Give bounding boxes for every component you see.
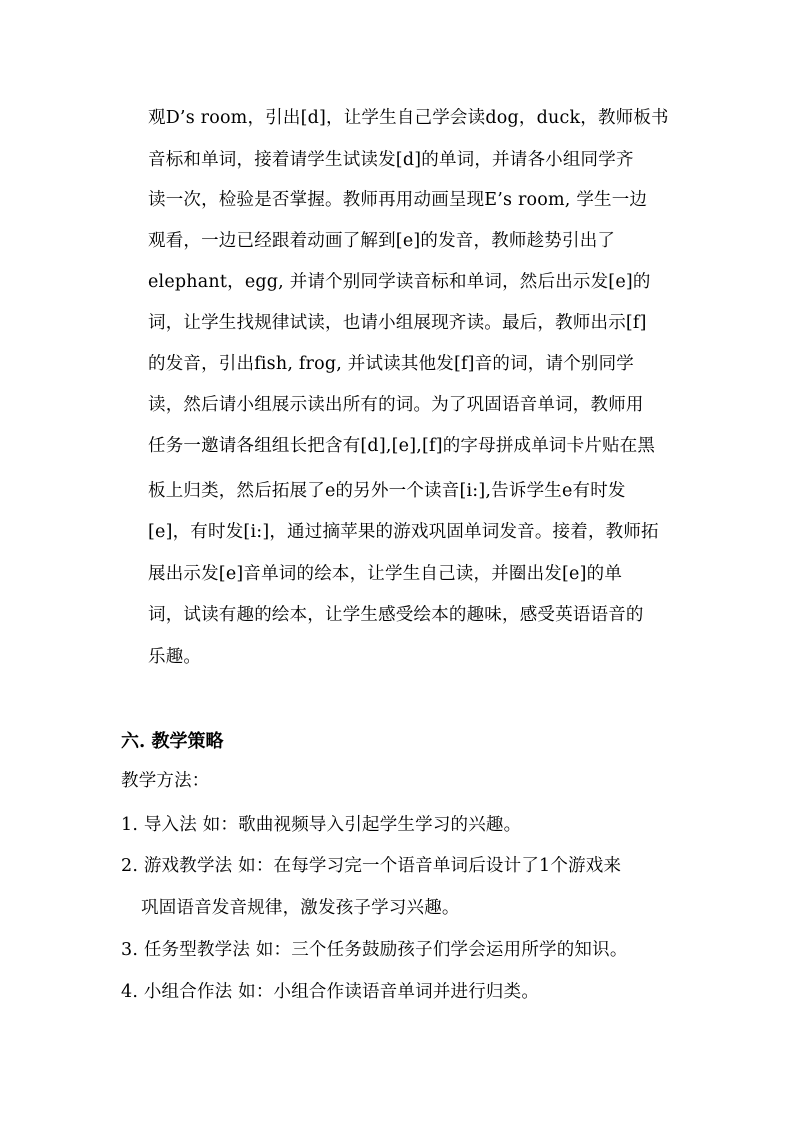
paragraph-line: 音标和单词，接着请学生试读发[d]的单词，并请各小组同学齐 [148, 150, 634, 170]
paragraph-line: 乐趣。 [148, 647, 202, 667]
paragraph-line: 任务一邀请各组组长把含有[d],[e],[f]的字母拼成单词卡片贴在黑 [148, 436, 656, 456]
paragraph-line: 板上归类，然后拓展了e的另外一个读音[i:],告诉学生e有时发 [148, 481, 626, 501]
section-subheading: 教学方法： [121, 771, 210, 791]
paragraph-line: 观看，一边已经跟着动画了解到[e]的发音，教师趁势引出了 [148, 231, 616, 251]
paragraph-line: 展出示发[e]音单词的绘本，让学生自己读，并圈出发[e]的单 [148, 564, 623, 584]
list-item: 3. 任务型教学法 如：三个任务鼓励孩子们学会运用所学的知识。 [121, 940, 628, 960]
paragraph-line: 观D’s room，引出[d]，让学生自己学会读dog，duck，教师板书 [148, 108, 669, 128]
paragraph-line: elephant，egg, 并请个别同学读音标和单词，然后出示发[e]的 [148, 272, 651, 292]
paragraph-line: [e]，有时发[i:]，通过摘苹果的游戏巩固单词发音。接着，教师拓 [148, 522, 659, 542]
paragraph-line: 读一次，检验是否掌握。教师再用动画呈现E’s room, 学生一边 [148, 190, 648, 210]
section-heading: 六. 教学策略 [121, 731, 224, 752]
paragraph-line: 词，让学生找规律试读，也请小组展现齐读。最后，教师出示[f] [148, 313, 647, 333]
paragraph-line: 词，试读有趣的绘本，让学生感受绘本的趣味，感受英语语音的 [148, 605, 644, 625]
paragraph-line: 读，然后请小组展示读出所有的词。为了巩固语音单词，教师用 [148, 395, 644, 415]
list-item: 2. 游戏教学法 如：在每学习完一个语音单词后设计了1个游戏来 [121, 856, 622, 876]
list-item: 1. 导入法 如：歌曲视频导入引起学生学习的兴趣。 [121, 815, 522, 835]
paragraph-line: 的发音，引出fish, frog, 并试读其他发[f]音的词，请个别同学 [148, 354, 634, 374]
list-item: 4. 小组合作法 如：小组合作读语音单词并进行归类。 [121, 982, 540, 1002]
list-item-continuation: 巩固语音发音规律，激发孩子学习兴趣。 [141, 898, 460, 918]
